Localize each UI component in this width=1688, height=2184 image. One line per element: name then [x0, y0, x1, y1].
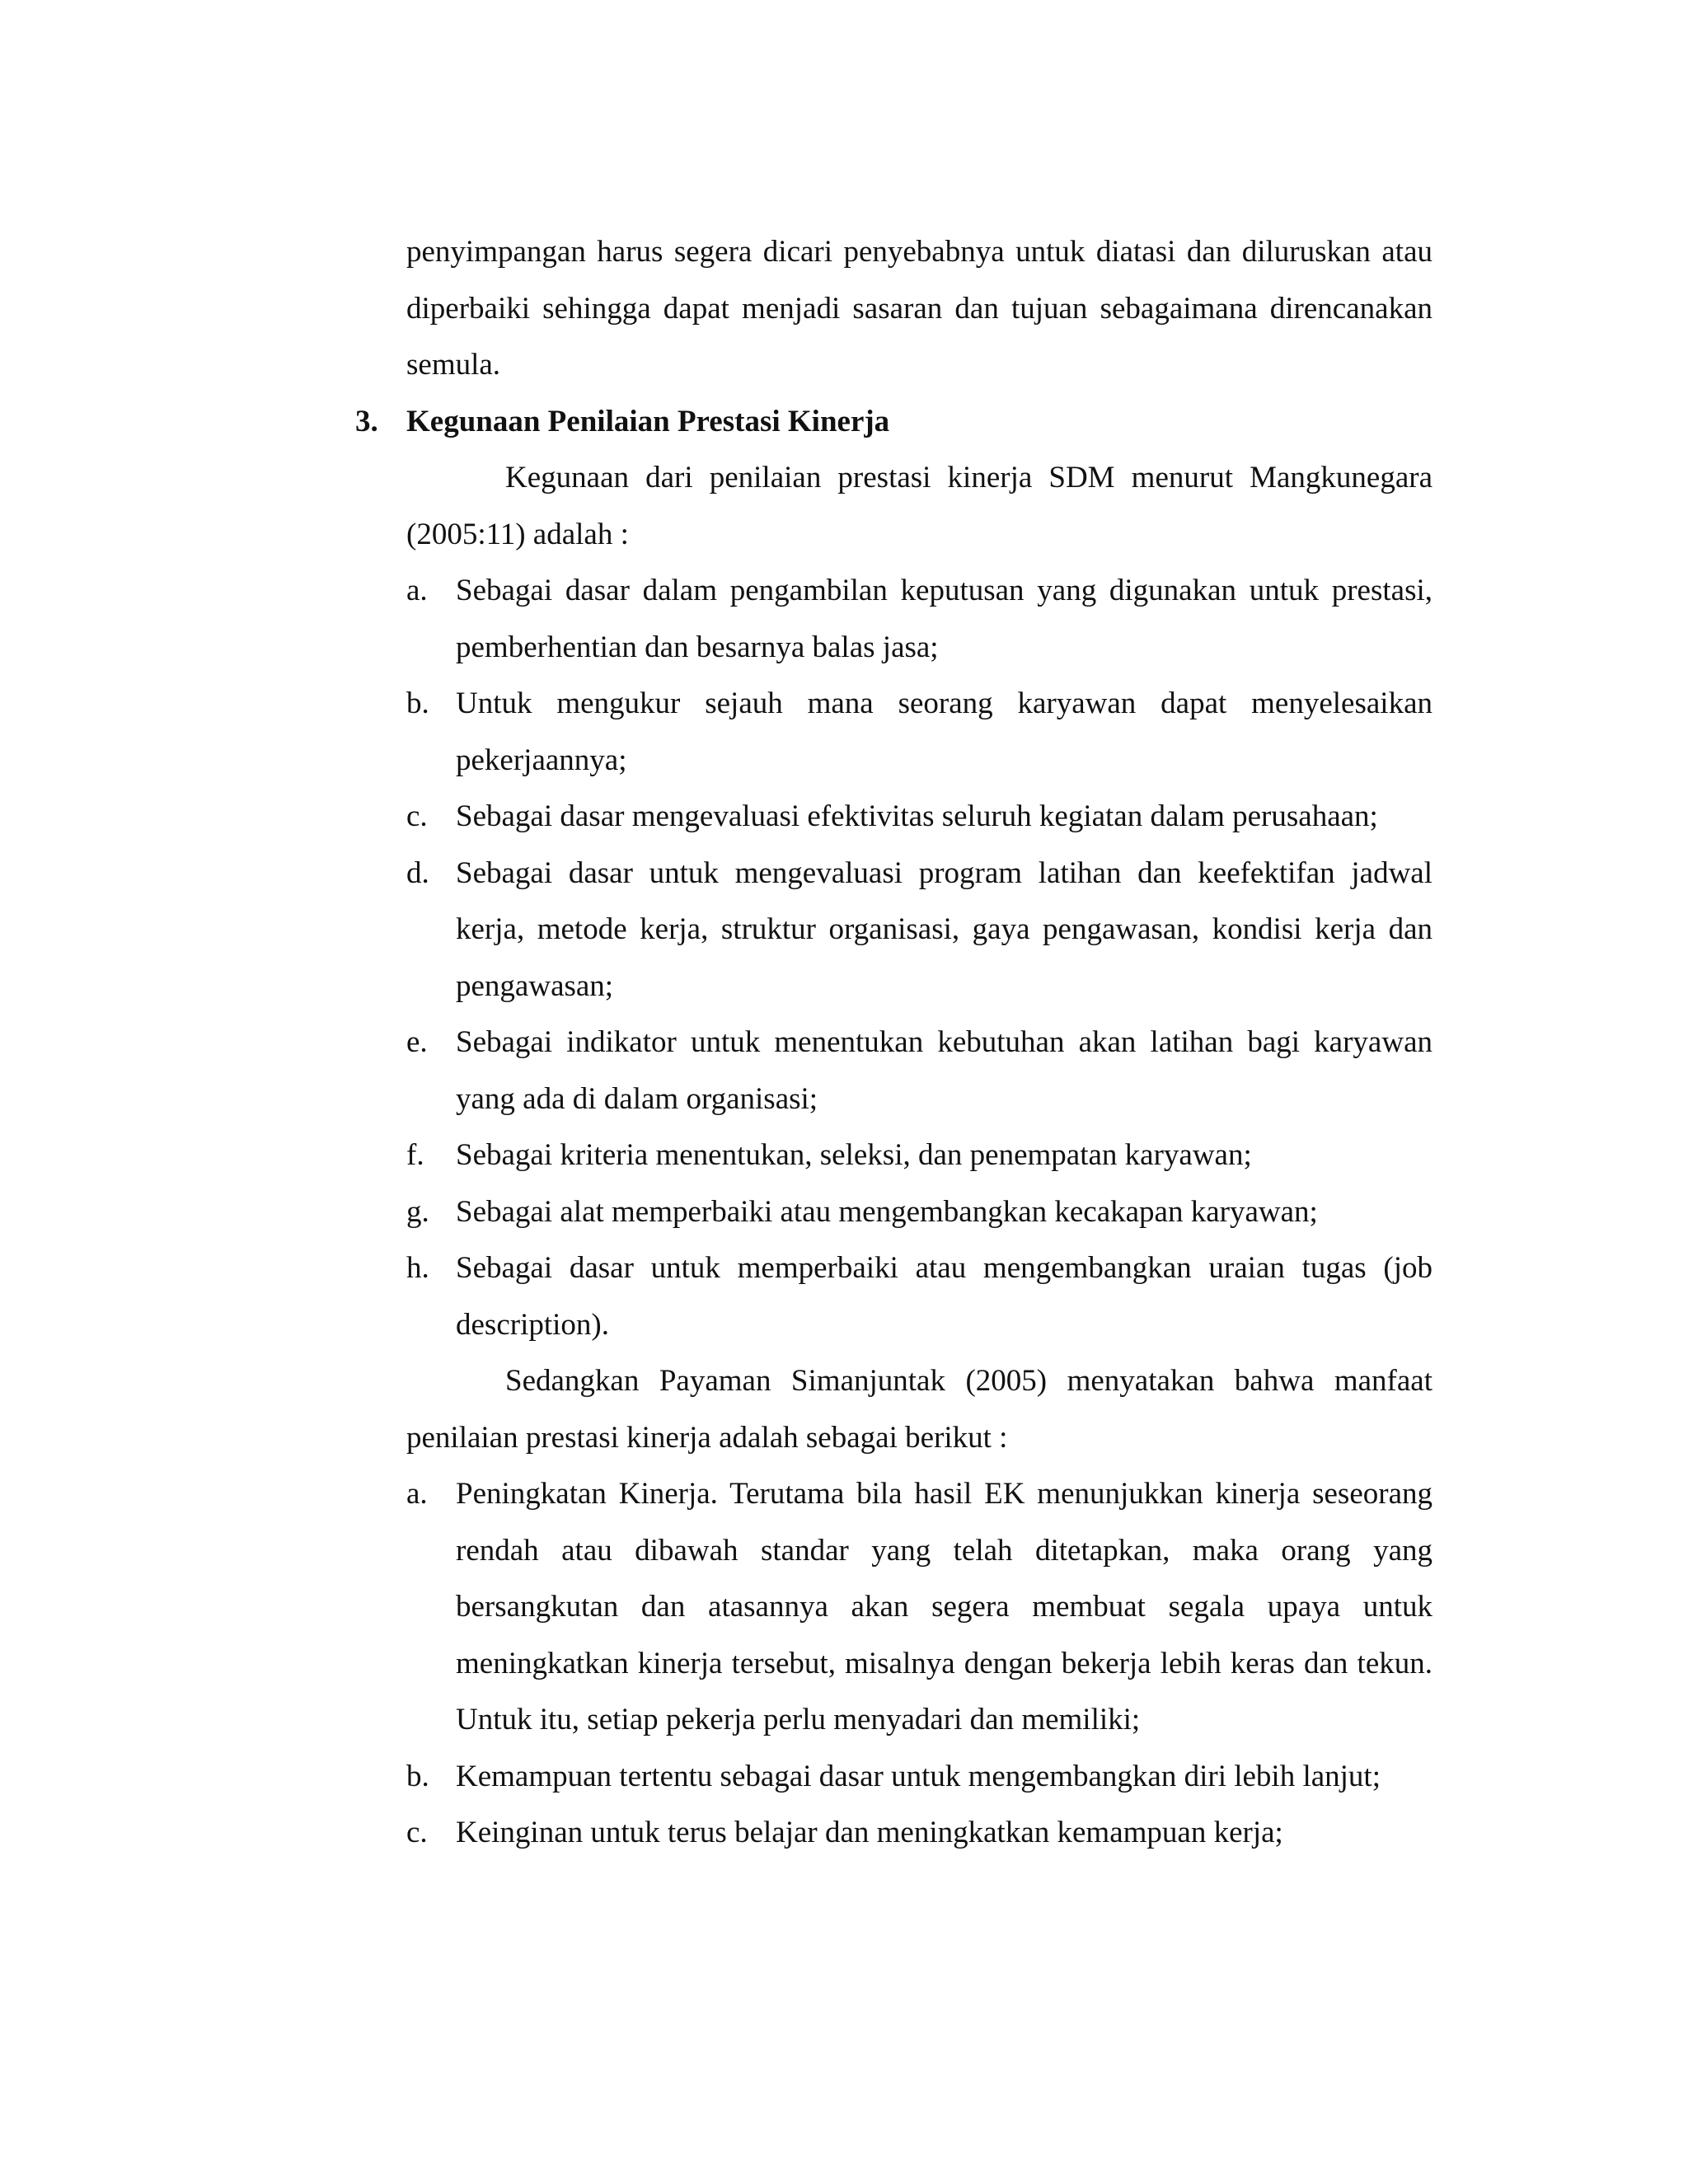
list-item-text: Sebagai dasar mengevaluasi efektivitas seluruh kegiatan dalam perusahaan; [456, 799, 1378, 833]
document-body [355, 224, 1432, 1862]
list-item [406, 1184, 1432, 1241]
list-marker: c. [406, 799, 428, 833]
paragraph-simanjuntak: Sedangkan Payaman Simanjuntak (2005) menyatakan bahwa manfaat penilaian prestasi kinerja adalah sebagai berikut : [406, 1364, 1432, 1455]
list-item [406, 563, 1432, 676]
list-item-text: Sebagai kriteria menentukan, seleksi, dan penempatan karyawan; [456, 1138, 1252, 1172]
list-item-text: Kemampuan tertentu sebagai dasar untuk mengembangkan diri lebih lanjut; [456, 1759, 1381, 1793]
list-marker: f. [406, 1138, 424, 1172]
list-item-text: Sebagai dasar untuk memperbaiki atau mengembangkan uraian tugas (job description). [456, 1251, 1432, 1342]
paragraph-mangkunegara: Kegunaan dari penilaian prestasi kinerja SDM menurut Mangkunegara (2005:11) adalah : [406, 461, 1432, 551]
list-marker: b. [406, 687, 429, 720]
list-marker: e. [406, 1025, 428, 1059]
section-title: Kegunaan Penilaian Prestasi Kinerja [406, 404, 890, 438]
list-item [406, 676, 1432, 789]
list-item [406, 1466, 1432, 1749]
list-item-text: Sebagai indikator untuk menentukan kebutuhan akan latihan bagi karyawan yang ada di dalam organisasi; [456, 1025, 1432, 1116]
list-marker: a. [406, 1477, 428, 1511]
section-heading [355, 394, 1432, 451]
list-item [406, 1127, 1432, 1184]
list-manfaat [406, 1466, 1432, 1862]
list-item-text: Sebagai dasar dalam pengambilan keputusan yang digunakan untuk prestasi, pemberhentian dan besarnya balas jasa; [456, 574, 1432, 664]
list-item-text: Keinginan untuk terus belajar dan meningkatkan kemampuan kerja; [456, 1816, 1283, 1849]
list-item-text: Sebagai alat memperbaiki atau mengembangkan kecakapan karyawan; [456, 1194, 1318, 1229]
list-marker: c. [406, 1816, 428, 1849]
list-marker: b. [406, 1759, 429, 1793]
list-item [406, 1749, 1432, 1806]
list-marker: g. [406, 1194, 429, 1229]
list-item [406, 1805, 1432, 1862]
list-item [406, 1015, 1432, 1127]
list-item [406, 789, 1432, 846]
list-marker: h. [406, 1251, 429, 1285]
list-marker: d. [406, 855, 429, 890]
list-marker: a. [406, 574, 428, 607]
section-number: 3. [355, 404, 378, 438]
list-kegunaan [406, 563, 1432, 1353]
intro-paragraph: penyimpangan harus segera dicari penyebabnya untuk diatasi dan diluruskan atau diperbaiki sehingga dapat menjadi sasaran dan tujuan sebagaimana direncanakan semula. [406, 235, 1432, 382]
list-item [406, 1240, 1432, 1353]
list-item-text: Peningkatan Kinerja. Terutama bila hasil EK menunjukkan kinerja seseorang rendah atau dibawah standar yang telah ditetapkan, maka orang yang bersangkutan dan atasannya akan segera membuat segala upaya untuk meningkatkan kinerja tersebut, misalnya dengan bekerja lebih keras dan tekun. Untuk itu, setiap pekerja perlu menyadari dan memiliki; [456, 1477, 1432, 1736]
list-item-text: Untuk mengukur sejauh mana seorang karyawan dapat menyelesaikan pekerjaannya; [456, 687, 1432, 777]
list-item [406, 846, 1432, 1015]
list-item-text: Sebagai dasar untuk mengevaluasi program latihan dan keefektifan jadwal kerja, metode kerja, struktur organisasi, gaya pengawasan, kondisi kerja dan pengawasan; [456, 855, 1432, 1003]
